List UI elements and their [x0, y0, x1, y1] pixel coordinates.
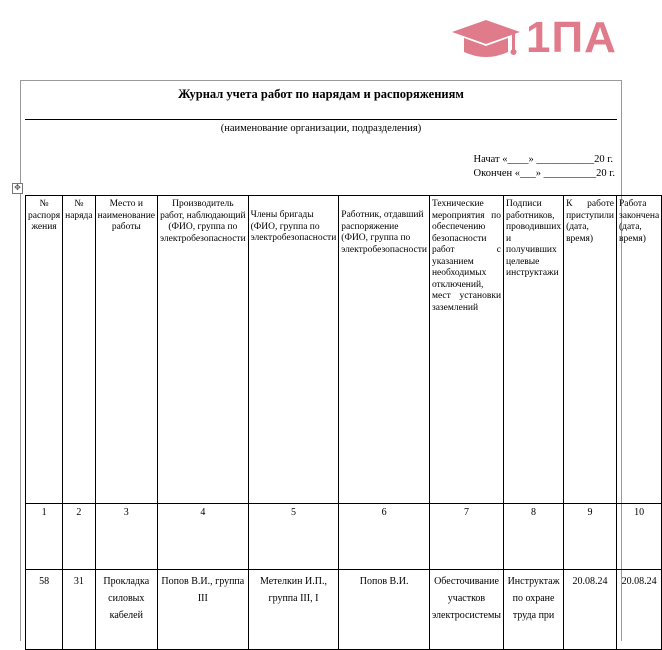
- work-journal-table: [25, 195, 662, 650]
- organization-caption: (наименование организации, подразделения): [220, 123, 422, 134]
- ended-date: Окончен «___» __________20 г.: [473, 168, 615, 179]
- table-move-handle-icon[interactable]: ✥: [12, 183, 23, 194]
- header-cell: Место и наименование работы: [95, 196, 157, 504]
- brigade-members-cell[interactable]: Метелкин И.П., группа III, I: [248, 570, 339, 650]
- brand-logo: [450, 14, 620, 64]
- work-finished-cell[interactable]: 20.08.24: [616, 570, 661, 650]
- safety-measures-cell[interactable]: Обесточивание участков электросистемы: [429, 570, 503, 650]
- column-number: 4: [158, 504, 249, 570]
- column-number: 5: [248, 504, 339, 570]
- header-cell: Работа закончена (дата, время): [616, 196, 661, 504]
- column-number: 7: [429, 504, 503, 570]
- logo-text: 1ПА: [526, 13, 617, 62]
- work-supervisor-cell[interactable]: Попов В.И., группа III: [158, 570, 249, 650]
- column-number: 3: [95, 504, 157, 570]
- started-date: Начат «____» ___________20 г.: [473, 154, 613, 165]
- work-started-cell[interactable]: 20.08.24: [564, 570, 617, 650]
- permit-number-cell[interactable]: 31: [63, 570, 95, 650]
- order-number-cell[interactable]: 58: [26, 570, 63, 650]
- column-number: 9: [564, 504, 617, 570]
- header-row: [26, 196, 662, 504]
- header-cell: Производитель работ, наблюдающий (ФИО, группа по электробезопасности: [158, 196, 249, 504]
- graduation-cap-icon: [450, 16, 522, 62]
- header-cell: Члены бригады (ФИО, группа по электробезопасности: [248, 196, 339, 504]
- column-number-row: [26, 504, 662, 570]
- work-place-cell[interactable]: Прокладка силовых кабелей: [95, 570, 157, 650]
- column-number: 1: [26, 504, 63, 570]
- header-cell: № наряда: [63, 196, 95, 504]
- header-cell: К работе приступили (дата, время): [564, 196, 617, 504]
- header-cell: № распоря жения: [26, 196, 63, 504]
- column-number: 10: [616, 504, 661, 570]
- instruction-signatures-cell[interactable]: Инструктаж по охране труда при: [504, 570, 564, 650]
- column-number: 8: [504, 504, 564, 570]
- column-number: 6: [339, 504, 430, 570]
- journal-dates: [474, 153, 615, 181]
- header-cell: Работник, отдавший распоряжение (ФИО, группа по электробезопасности: [339, 196, 430, 504]
- column-number: 2: [63, 504, 95, 570]
- header-cell: Технические мероприятия по обеспечению безопасности работ с указанием необходимых отключений, мест установки заземлений: [429, 196, 503, 504]
- title-rule: [25, 119, 617, 120]
- document-title: Журнал учета работ по нарядам и распоряжениям: [178, 87, 464, 101]
- order-issuer-cell[interactable]: Попов В.И.: [339, 570, 430, 650]
- header-cell: Подписи работников, проводивших и получивших целевые инструктажи: [504, 196, 564, 504]
- table-row: [26, 570, 662, 650]
